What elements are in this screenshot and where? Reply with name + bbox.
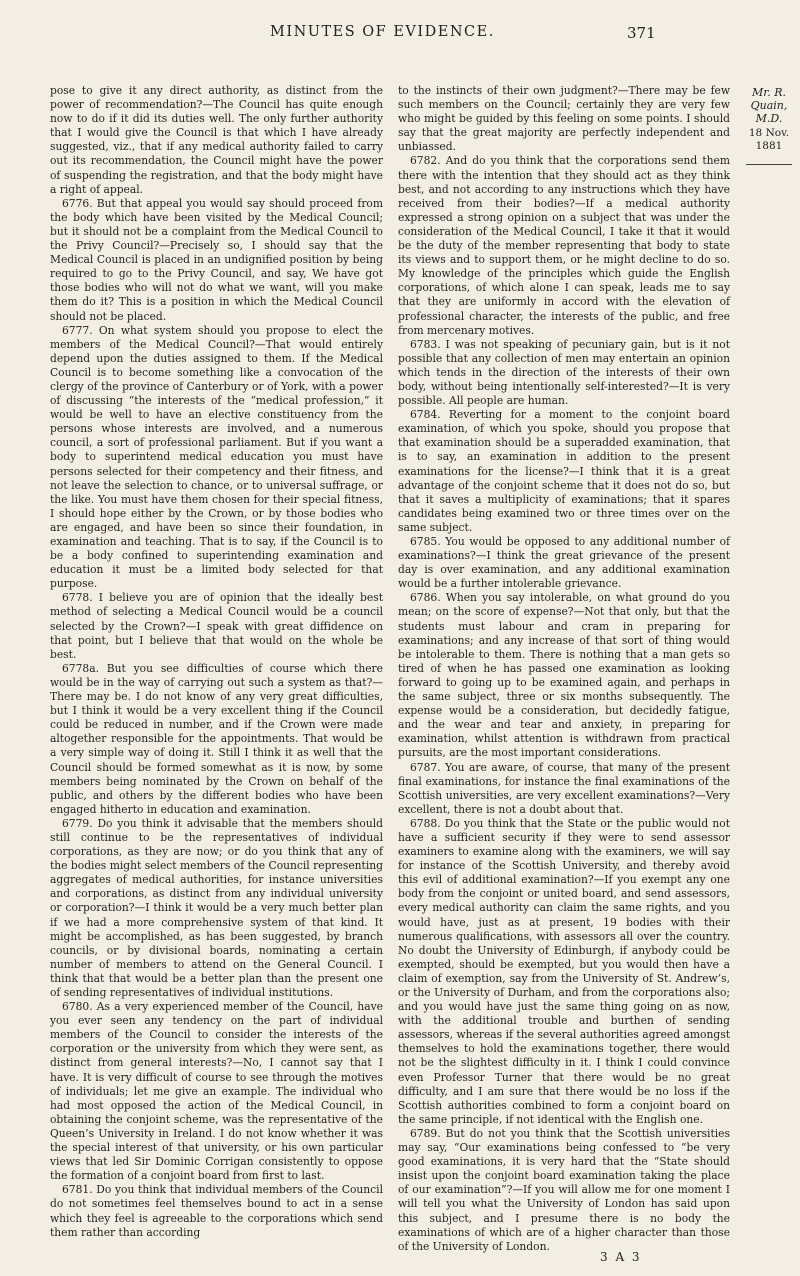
paragraph: 6787. You are aware, of course, that many of the present final examinations, for instance the final examinations of the Scottish universities, are very excellent examinations?—Very excellent, there is not a doubt about that. bbox=[398, 760, 730, 816]
paragraph: 6788. Do you think that the State or the public would not have a sufficient security if they were to send assessor examiners to examine along with the examiners, we will say for instance of the Scottish University, and thereby avoid this evil of additional examination?—If you exempt any one body from the conjoint or united board, and send assessors, every medical authority can claim the same rights, and you would have, just as at present, 19 bodies with their numerous qualifications, with assessors all over the country. No doubt the University of Edinburgh, if anybody could be exempted, should be exempted, but you would then have a claim of exemption, say from the University of St. Andrew’s, or the University of Durham, and from the corporations also; and you would have just the same thing going on as now, with the additional trouble and burthen of sending assessors, whereas if the several authorities agreed amongst themselves to hold the examinations together, there would not be the slightest difficulty in it. I think I could convince even Professor Turner that there would be no great difficulty, and I am sure that there would be no loss if the Scottish authorities combined to form a conjoint board on the same principle, if not identical with the English one. bbox=[398, 816, 730, 1126]
page-number: 371 bbox=[627, 24, 656, 42]
page-header bbox=[0, 24, 800, 54]
left-column bbox=[50, 84, 383, 1240]
paragraph: 6776. But that appeal you would say should proceed from the body which have been visited by the Medical Council; but it should not be a complaint from the Medical Council to the Privy Council?—Precisely so, I should say that the Medical Council is placed in an undignified position by being required to go to the Privy Council, and say, We have got those bodies who will not do what we want, will you make them do it? This is a position in which the Medical Council should not be placed. bbox=[50, 196, 383, 323]
paragraph: 6789. But do not you think that the Scottish universities may say, “Our examinations being confessed to “be very good examinations, it is very hard that the “State should insist upon the conjoint board examination taking the place of our examination”?—If you will allow me for one moment I will tell you what the University of London has said upon this subject, and I presume there is no body the examinations of which are of a higher character than those of the University of London. bbox=[398, 1126, 730, 1253]
margin-note bbox=[740, 86, 798, 165]
paragraph: 6779. Do you think it advisable that the members should still continue to be the representatives of individual corporations, as they are now; or do you think that any of the bodies might select members of the Council representing aggregates of medical authorities, for instance universities and corporations, as distinct from any individual university or corporation?—I think it would be a very much better plan if we had a more comprehensive system of that kind. It might be accomplished, as has been suggested, by branch councils, or by divisional boards, nominating a certain number of members to attend on the General Council. I think that that would be a better plan than the present one of sending representatives of individual institutions. bbox=[50, 816, 383, 999]
witness-date: 18 Nov. 1881 bbox=[748, 127, 790, 152]
right-column bbox=[398, 84, 730, 1254]
paragraph: 6778a. But you see difficulties of course which there would be in the way of carrying out such a system as that?—There may be. I do not know of any very great difficulties, but I think it would be a very excellent thing if the Council could be reduced in number, and if the Crown were made altogether responsible for the appointments. That would be a very simple way of doing it. Still I think it as well that the Council should be formed somewhat as it is now, by some members being nominated by the Crown on behalf of the public, and others by the different bodies who have been engaged hitherto in education and examination. bbox=[50, 661, 383, 816]
witness-name-line2: Quain, M.D. bbox=[750, 99, 788, 125]
paragraph: 6783. I was not speaking of pecuniary gain, but is it not possible that any collection of men may entertain an opinion which tends in the direction of the interests of their own body, without being intentionally self-interested?—It is very possible. All people are human. bbox=[398, 337, 730, 408]
margin-rule bbox=[746, 164, 792, 165]
signature-mark: 3 A 3 bbox=[600, 1250, 642, 1264]
paragraph: pose to give it any direct authority, as distinct from the power of recommendation?—The Council has quite enough now to do if it did its duties well. The only further authority that I would give the Council is that which I have already suggested, viz., that if any medical authority failed to carry out its recommendation, the Council might have the power of suspending the registration, and that the body might have a right of appeal. bbox=[50, 84, 383, 196]
paragraph: 6777. On what system should you propose to elect the members of the Medical Council?—That would entirely depend upon the duties assigned to them. If the Medical Council is to become something like a convocation of the clergy of the province of Canterbury or of York, with a power of discussing “the interests of the “medical profession,” it would be well to have an elective constituency from the persons whose interests are involved, and a numerous council, a sort of professional parliament. But if you want a body to superintend medical education you must have persons selected for their competency and their fitness, and not leave the selection to chance, or to universal suffrage, or the like. You must have them chosen for their special fitness, I should hope either by the Crown, or by those bodies who are engaged, and have been so since their foundation, in examination and teaching. That is to say, if the Council is to be a body confined to superintending examination and education it must be a limited body selected for that purpose. bbox=[50, 323, 383, 591]
paragraph: 6785. You would be opposed to any additional number of examinations?—I think the great grievance of the present day is over examination, and any additional examination would be a further intolerable grievance. bbox=[398, 535, 730, 591]
paragraph: 6786. When you say intolerable, on what ground do you mean; on the score of expense?—Not that only, but that the students must labour and cram in preparing for examinations; and any increase of that sort of thing would be intolerable to them. There is nothing that a man gets so tired of when he has passed one examination as looking forward to going up to be examined again, and perhaps in the same subject, three or six months subsequently. The expense would be a consideration, but decidedly fatigue, and the wear and tear and anxiety, in preparing for examination, whilst attention is withdrawn from practical pursuits, are the most important considerations. bbox=[398, 591, 730, 760]
paragraph: 6781. Do you think that individual members of the Council do not sometimes feel themselves bound to act in a sense which they feel is agreeable to the corporations which send them rather than according bbox=[50, 1183, 383, 1239]
paragraph: 6780. As a very experienced member of the Council, have you ever seen any tendency on the part of individual members of the Council to consider the interests of the corporation or the university from which they were sent, as distinct from general interests?—No, I cannot say that I have. It is very difficult of course to see through the motives of individuals; let me give an example. The individual who had most opposed the action of the Medical Council, in obtaining the conjoint scheme, was the representative of the Queen’s University in Ireland. I do not know whether it was the special interest of that university, or his own particular views that led Sir Dominic Corrigan consistently to oppose the formation of a conjoint board from first to last. bbox=[50, 1000, 383, 1183]
witness-name-line1: Mr. R. bbox=[751, 86, 787, 99]
paragraph: 6784. Reverting for a moment to the conjoint board examination, of which you spoke, should you propose that that examination should be a superadded examination, that is to say, an examination in addition to the present examinations for the license?—I think that it is a great advantage of the conjoint scheme that it does not do so, but that it saves a multiplicity of examinations; that it spares candidates being examined two or three times over on the same subject. bbox=[398, 408, 730, 534]
paragraph: 6782. And do you think that the corporations send them there with the intention that they should act as they think best, and not according to any instructions which they have received from their bodies?—If a medical authority expressed a strong opinion on a subject that was under the consideration of the Medical Council, I take it that it would be the duty of the member representing that body to state its views and to support them, or he might decline to do so. My knowledge of the principles which guide the English corporations, of which alone I can speak, leads me to say that they are uniformly in accord with the elevation of professional character, the interests of the public, and free from mercenary motives. bbox=[398, 154, 730, 337]
paragraph: 6778. I believe you are of opinion that the ideally best method of selecting a Medical Council would be a council selected by the Crown?—I speak with great diffidence on that point, but I believe that that would on the whole be best. bbox=[50, 591, 383, 661]
running-title: MINUTES OF EVIDENCE. bbox=[270, 24, 495, 40]
paragraph: to the instincts of their own judgment?—There may be few such members on the Council; certainly they are very few who might be guided by this feeling on some points. I should say that the great majority are perfectly independent and unbiassed. bbox=[398, 84, 730, 154]
